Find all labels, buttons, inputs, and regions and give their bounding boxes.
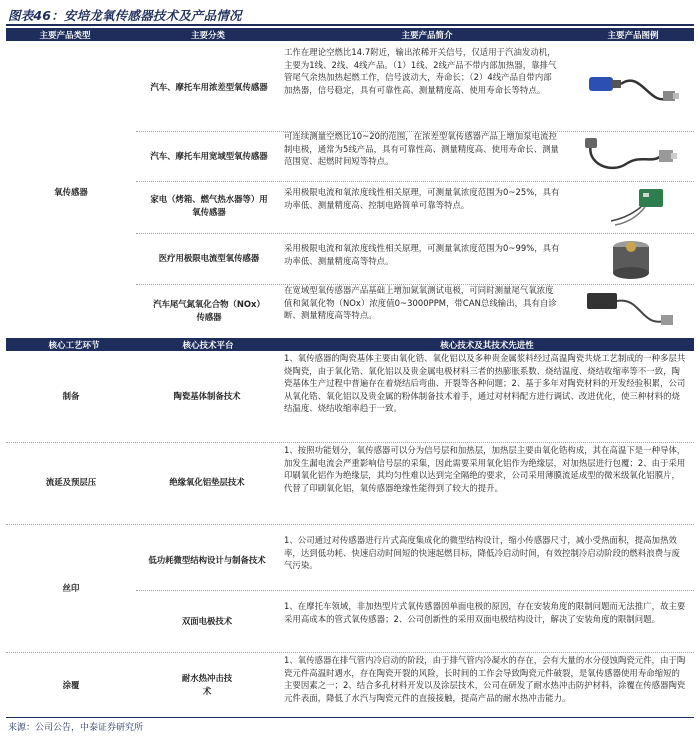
sensor-cable-icon	[576, 132, 686, 180]
sensor-probe-icon	[576, 50, 686, 128]
source-note: 来源：公司公告，中泰证券研究所	[8, 723, 144, 733]
process-description: 1、氧传感器在排气管内冷启动的阶段，由于排气管内冷凝水的存在，会有大量的水分侵蚀陶瓷元件，由于陶瓷元件高温时遇水，存在陶瓷开裂的风险，长时间的工作会导致陶瓷元件破裂，是氧传感器使用寿命缩短的主要因素之一；2、结合多孔材料开发以及涂层技术，公司在研发了耐水热冲击防护材料，涂覆在传感器陶瓷元件表面，降低了水汽与陶瓷元件的直接接触，提高产品的耐水热冲击能力。	[284, 655, 686, 703]
header-image: 主要产品图例	[607, 31, 659, 41]
product-category: 汽车、摩托车用浓差型氧传感器	[150, 81, 268, 92]
header-process: 核心工艺环节	[48, 341, 100, 351]
row-divider	[6, 442, 694, 443]
table-bottom-rule	[6, 717, 694, 718]
process-description: 1、在摩托车领域，非加热型片式氧传感器因单面电极的原因，存在安装角度的限制问题而无法推广，故主要采用高成本的管式氧传感器；2、公司创新性的采用双面电极结构设计，解决了安装角度的限制问题。	[284, 601, 686, 624]
product-description: 工作在理论空燃比14.7附近，输出浓稀开关信号，仅适用于汽油发动机，主要为1线、2线、4线产品。（1）1线、2线产品不带内部加热器，靠排气管尾气余热加热起燃工作，信号波动大，寿命长；（2）4线产品自带内部加热器，信号稳定，具有可靠性高、测量精度高、使用寿命长等特点。	[284, 47, 557, 95]
header-product-type: 主要产品类型	[39, 31, 91, 41]
process-description: 1、氧传感器的陶瓷基体主要由氧化锆、氧化铝以及多种贵金属浆料经过高温陶瓷共烧工艺制成的一种多层共烧陶瓷，由于氧化锆、氧化铝以及贵金属电极材料三者的热膨胀系数、烧结温度、烧结收缩率等不一致，陶瓷基体生产过程中普遍存在着烧结后弯曲、开裂等各种问题；2、基于多年对陶瓷材料的开发经验积累，公司从氧化锆、氧化铝以及贵金属的粉体制备技术着手，通过对材料配方进行调试、改进优化，使三种材料的烧结温度、烧结收缩率趋于一致。	[284, 353, 686, 414]
product-type-label: 氧传感器	[54, 186, 88, 197]
process-platform: 陶瓷基体制备技术	[173, 390, 241, 401]
product-category: 家电（烤箱、燃气热水器等）用氧传感器	[150, 194, 268, 217]
title-rule	[6, 24, 694, 26]
row-divider	[136, 590, 694, 591]
header-platform: 核心技术平台	[182, 341, 234, 351]
product-description: 可连续测量空燃比10~20的范围，在浓差型氧传感器产品上增加泵电流控制电极，通常为5线产品，具有可靠性高、测量精度高、使用寿命长、测量范围宽、起燃时间短等特点。	[284, 131, 559, 167]
row-divider	[6, 524, 694, 525]
nox-module-icon	[576, 286, 686, 336]
table-header-processes	[6, 338, 694, 351]
process-platform: 双面电极技术	[181, 615, 233, 626]
sensor-board-icon	[576, 184, 686, 230]
sensor-cylinder-icon	[576, 236, 686, 282]
row-divider	[6, 652, 694, 653]
header-advantage: 核心技术及其技术先进性	[440, 341, 534, 351]
process-platform: 低功耗微型结构设计与制备技术	[148, 554, 266, 565]
process-stage: 丝印	[62, 582, 80, 593]
table-header-products	[6, 28, 694, 41]
process-stage: 流延及预层压	[45, 476, 97, 487]
product-category: 汽车尾气氮氧化合物（NOx）传感器	[153, 299, 265, 322]
process-description: 1、按照功能划分，氧传感器可以分为信号层和加热层，加热层主要由氧化锆构成，其在高温下是一种导体，加发生漏电流会严重影响信号层的采集，因此需要采用氧化铝作为绝缘层，对加热层进行包覆；2、由于采用印刷氧化铝作为绝缘层，其均匀性难以达到完全隔绝的要求，公司采用薄膜流延成型的微米级氧化铝膜片，代替了印刷氧化铝，氧传感器绝缘性能得到了较大的提升。	[284, 445, 686, 493]
process-stage: 制备	[62, 390, 80, 401]
process-stage: 涂覆	[62, 679, 80, 690]
product-category: 汽车、摩托车用宽域型氧传感器	[150, 150, 268, 161]
product-description: 采用极限电流和氧浓度线性相关原理，可测量氧浓度范围为0~99%，具有功率低、测量精度高等特点。	[284, 243, 560, 266]
product-description: 在宽域型氧传感器产品基础上增加氮氧测试电极，可同时测量尾气氧浓度值和氮氧化物（NOx）浓度值0~3000PPM，带CAN总线输出，具有自诊断、测量精度高等特点。	[284, 285, 557, 321]
header-category: 主要分类	[190, 31, 225, 41]
process-platform: 绝缘氧化铝垫层技术	[169, 476, 245, 487]
product-description: 采用极限电流和氧浓度线性相关原理，可测量氧浓度范围为0~25%，具有功率低、测量精度高、控制电路简单可靠等特点。	[284, 187, 560, 210]
product-category: 医疗用极限电流型氧传感器	[158, 252, 260, 263]
process-platform: 耐水热冲击技术	[181, 673, 233, 696]
process-description: 1、公司通过对传感器进行片式高度集成化的微型结构设计，缩小传感器尺寸，减小受热面积，提高加热效率，达到低功耗、快速启动时间短的快速起燃目标，降低冷启动时间，有效控制冷启动阶段的燃料浪费与废气污染。	[284, 535, 680, 571]
figure-title: 图表46：安培龙氧传感器技术及产品情况	[8, 8, 242, 23]
header-description: 主要产品简介	[401, 31, 453, 41]
